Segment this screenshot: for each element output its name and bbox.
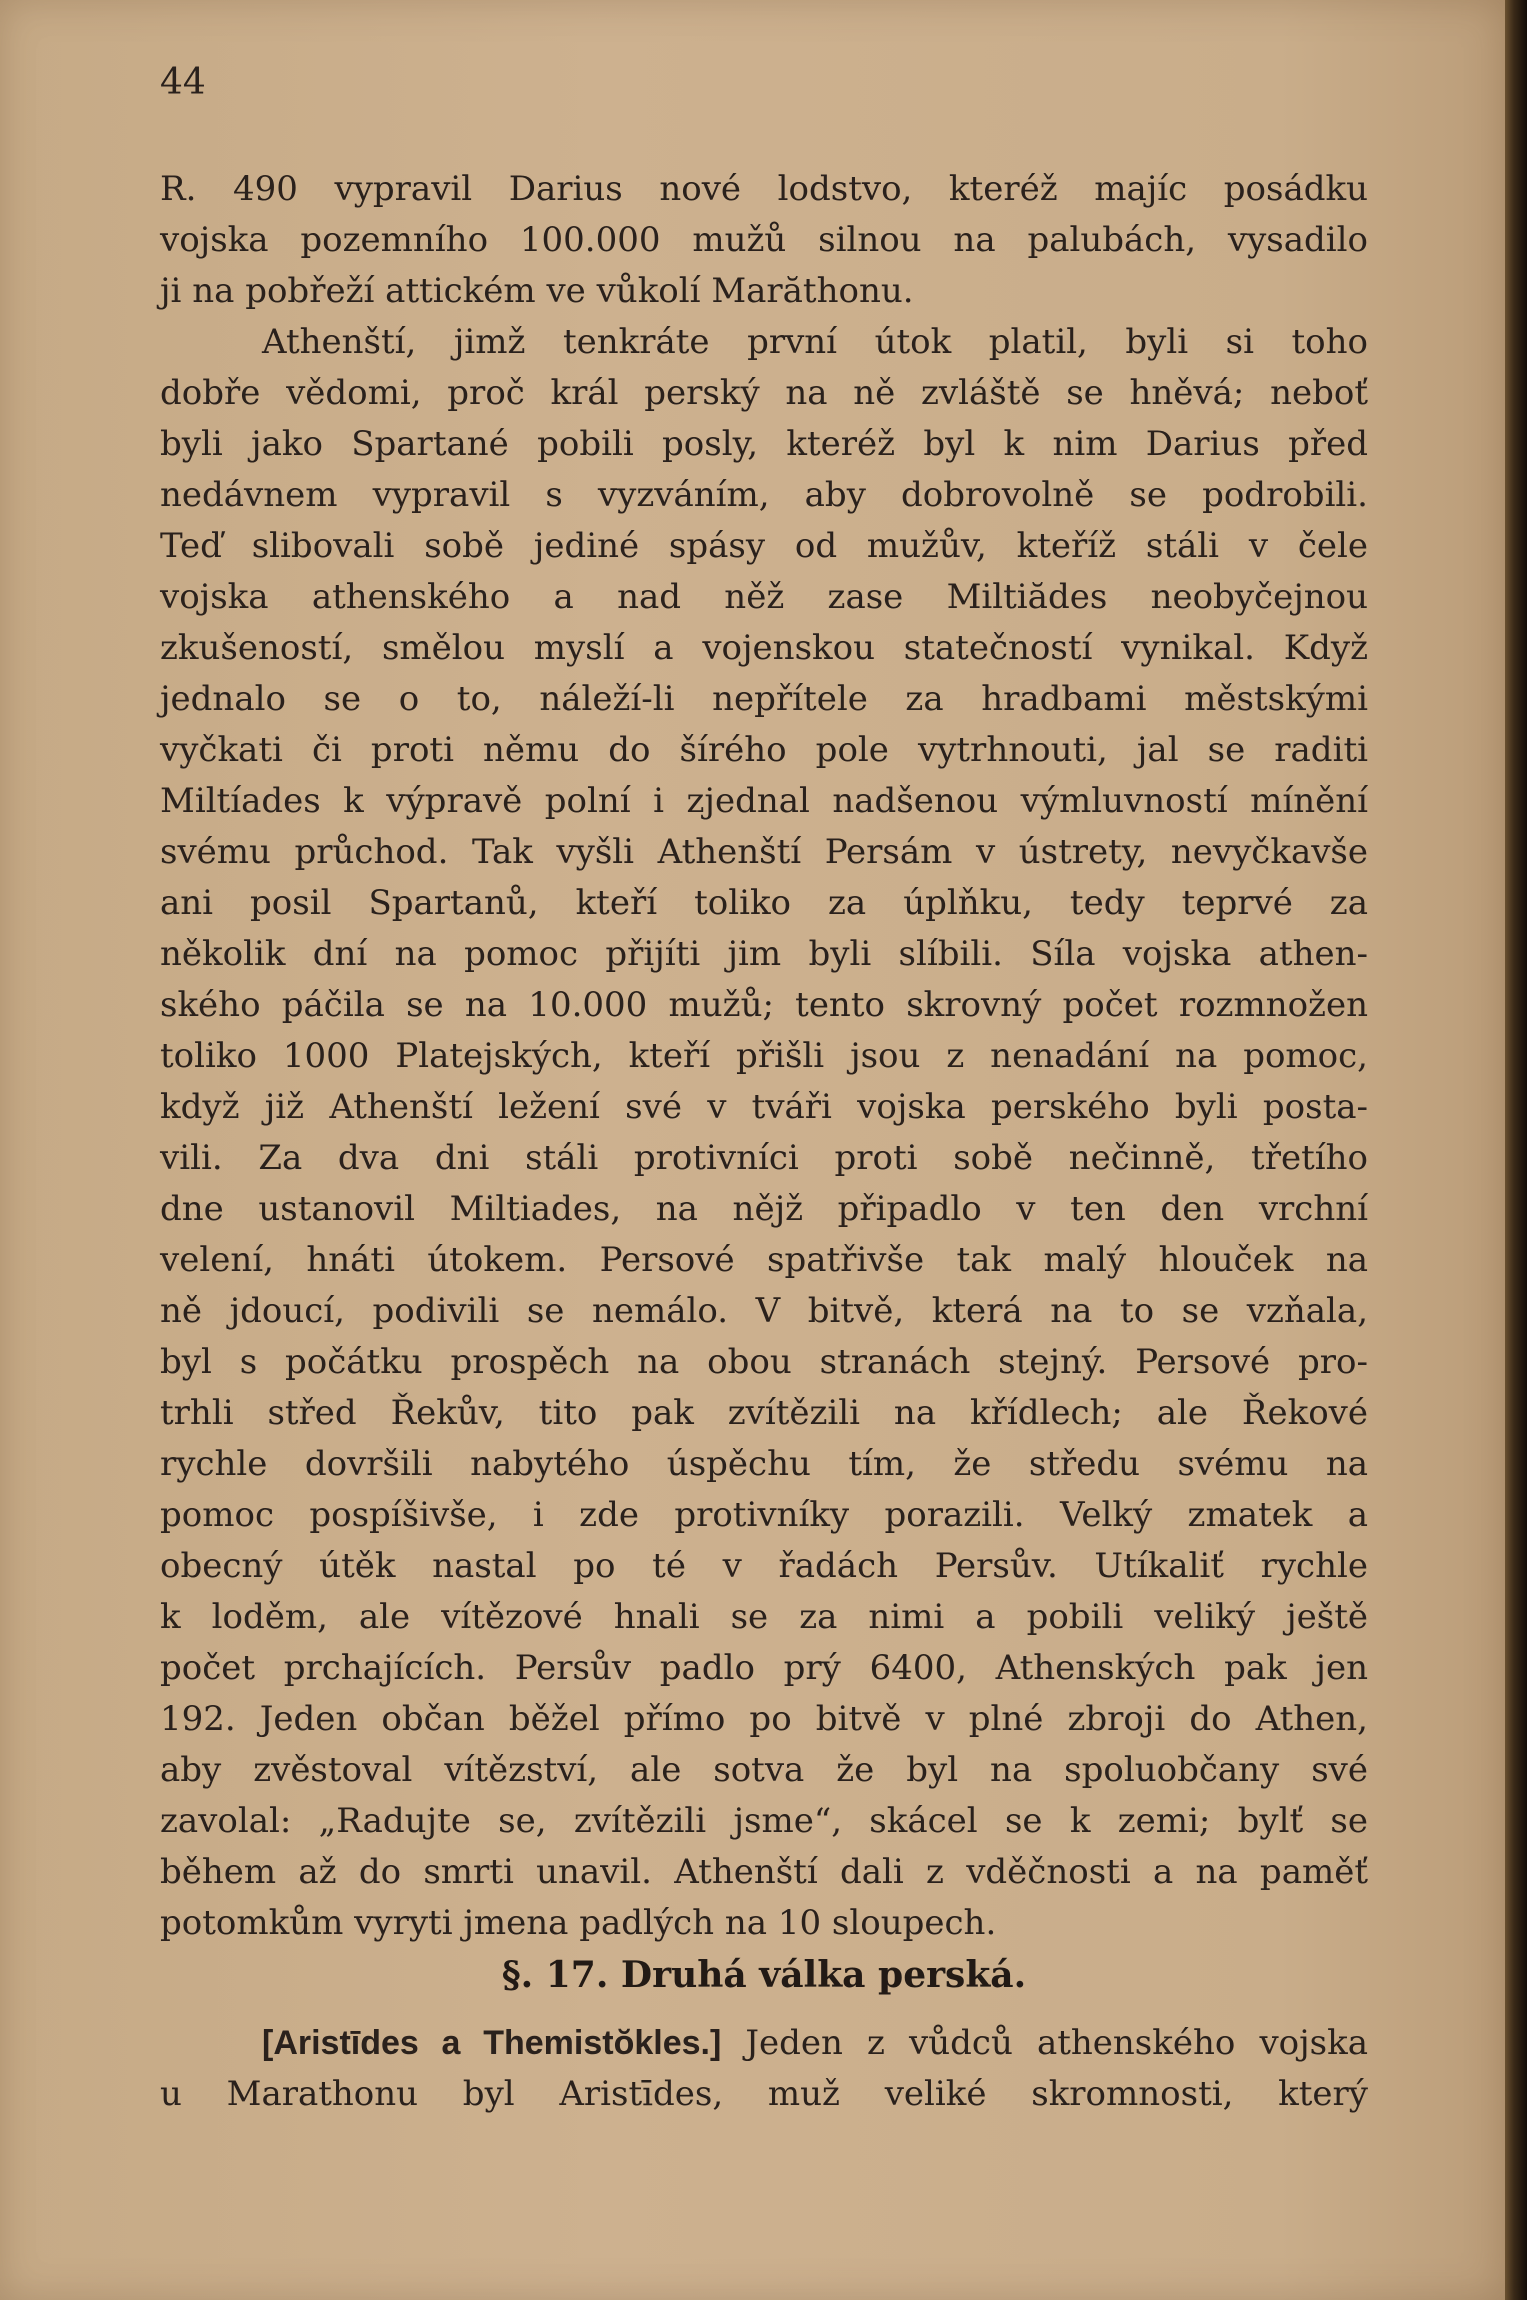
text-line: ně jdoucí, podivili se nemálo. V bitvě, která na to se vzňala, — [160, 1291, 1368, 1331]
text-line: vojska pozemního 100.000 mužů silnou na palubách, vysadilo — [160, 220, 1368, 260]
text-line: když již Athenští ležení své v tváři vojska perského byli posta- — [160, 1087, 1368, 1127]
text-line: k loděm, ale vítězové hnali se za nimi a pobili veliký ještě — [160, 1597, 1368, 1637]
text-line: 192. Jeden občan běžel přímo po bitvě v plné zbroji do Athen, — [160, 1699, 1368, 1739]
text-line: zavolal: „Radujte se, zvítězili jsme“, skácel se k zemi; bylť se — [160, 1801, 1368, 1841]
text-line: během až do smrti unavil. Athenští dali z vděčnosti a na paměť — [160, 1852, 1368, 1892]
text-line: ani posil Spartanů, kteří toliko za úplňku, tedy teprvé za — [160, 883, 1368, 923]
text-line: trhli střed Řekův, tito pak zvítězili na křídlech; ale Řekové — [160, 1393, 1368, 1433]
text-line: potomkům vyryti jmena padlých na 10 sloupech. — [160, 1903, 997, 1943]
text-line: toliko 1000 Platejských, kteří přišli jsou z nenadání na pomoc, — [160, 1036, 1368, 1076]
book-spine — [1505, 0, 1527, 2300]
text-line: aby zvěstoval vítězství, ale sotva že byl na spoluobčany své — [160, 1750, 1368, 1790]
paragraph-aristides — [160, 2018, 1368, 2120]
text-line: Miltíades k výpravě polní i zjednal nadšenou výmluvností mínění — [160, 781, 1368, 821]
text-line: vojska athenského a nad něž zase Miltiădes neobyčejnou — [160, 577, 1368, 617]
text-line: pomoc pospíšivše, i zde protivníky porazili. Velký zmatek a — [160, 1495, 1368, 1535]
text-line: Athenští, jimž tenkráte první útok platil, byli si toho — [262, 322, 1368, 362]
text-line: nedávnem vypravil s vyzváním, aby dobrovolně se podrobili. — [160, 475, 1368, 515]
text-line: dobře vědomi, proč král perský na ně zvláště se hněvá; neboť — [160, 373, 1368, 413]
text-line: byl s počátku prospěch na obou stranách stejný. Persové pro- — [160, 1342, 1368, 1382]
side-heading: [Aristīdes a Themistŏkles.] — [262, 2024, 722, 2062]
text-line: svému průchod. Tak vyšli Athenští Persám v ústrety, nevyčkavše — [160, 832, 1368, 872]
text-line: vili. Za dva dni stáli protivníci proti sobě nečinně, třetího — [160, 1138, 1368, 1178]
text-line: vyčkati či proti němu do šírého pole vytrhnouti, jal se raditi — [160, 730, 1368, 770]
section-heading: §. 17. Druhá válka perská. — [501, 1954, 1027, 1996]
paragraph-marathon — [160, 164, 1368, 1949]
text-line: obecný útěk nastal po té v řadách Persův. Utíkaliť rychle — [160, 1546, 1368, 1586]
text-line: Teď slibovali sobě jediné spásy od mužův, kteříž stáli v čele — [160, 526, 1368, 566]
text-line: jednalo se o to, náleží-li nepřítele za hradbami městskými — [160, 679, 1368, 719]
text-line: u Marathonu byl Aristīdes, muž veliké skromnosti, který — [160, 2074, 1368, 2114]
page-number: 44 — [160, 62, 206, 103]
text-line: R. 490 vypravil Darius nové lodstvo, kteréž majíc posádku — [160, 169, 1368, 209]
text-run: Jeden z vůdců athenského vojska — [745, 2023, 1368, 2063]
text-line: počet prchajících. Persův padlo prý 6400, Athenských pak jen — [160, 1648, 1368, 1688]
text-line: dne ustanovil Miltiades, na nějž připadlo v ten den vrchní — [160, 1189, 1368, 1229]
text-line: ji na pobřeží attickém ve vůkolí Marăthonu. — [160, 271, 914, 311]
text-line: zkušeností, smělou myslí a vojenskou statečností vynikal. Když — [160, 628, 1368, 668]
text-line: několik dní na pomoc přijíti jim byli slíbili. Síla vojska athen- — [160, 934, 1368, 974]
text-line: rychle dovršili nabytého úspěchu tím, že středu svému na — [160, 1444, 1368, 1484]
text-line — [160, 2018, 1368, 2069]
text-line: ského páčila se na 10.000 mužů; tento skrovný počet rozmnožen — [160, 985, 1368, 1025]
text-line: velení, hnáti útokem. Persové spatřivše tak malý hlouček na — [160, 1240, 1368, 1280]
text-line: byli jako Spartané pobili posly, kteréž byl k nim Darius před — [160, 424, 1368, 464]
